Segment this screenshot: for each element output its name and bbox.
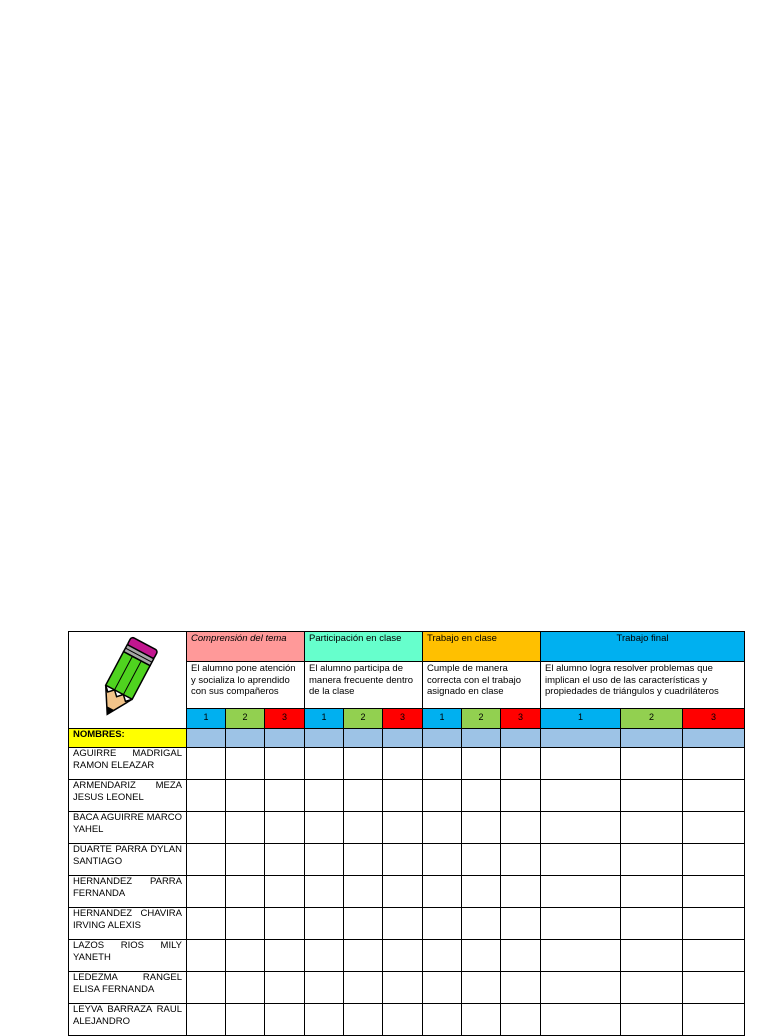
score-cell[interactable] [423,940,462,972]
student-name: HERNANDEZ CHAVIRA IRVING ALEXIS [69,908,187,940]
score-cell[interactable] [344,748,383,780]
student-name: DUARTE PARRA DYLAN SANTIAGO [69,844,187,876]
table-row [69,780,745,812]
score-cell[interactable] [305,748,344,780]
student-name: BACA AGUIRRE MARCO YAHEL [69,812,187,844]
score-cell[interactable] [621,780,683,812]
score-cell[interactable] [541,1004,621,1036]
score-cell[interactable] [344,844,383,876]
score-cell[interactable] [265,876,305,908]
score-cell[interactable] [187,844,226,876]
score-cell[interactable] [305,812,344,844]
score-cell[interactable] [383,1004,423,1036]
score-cell[interactable] [344,972,383,1004]
score-cell[interactable] [344,908,383,940]
score-cell[interactable] [383,812,423,844]
level-2-header: 2 [226,709,265,729]
score-cell[interactable] [501,844,541,876]
score-cell[interactable] [462,748,501,780]
score-cell[interactable] [462,876,501,908]
score-cell[interactable] [423,1004,462,1036]
header-blank-cell [621,729,683,748]
score-cell[interactable] [305,1004,344,1036]
score-cell[interactable] [501,812,541,844]
score-cell[interactable] [541,748,621,780]
score-cell[interactable] [187,1004,226,1036]
level-3-header: 3 [683,709,745,729]
score-cell[interactable] [541,812,621,844]
student-name: LEDEZMA RANGEL ELISA FERNANDA [69,972,187,1004]
score-cell[interactable] [501,876,541,908]
score-cell[interactable] [305,940,344,972]
score-cell[interactable] [501,940,541,972]
header-blank-cell [226,729,265,748]
score-cell[interactable] [683,780,745,812]
score-cell[interactable] [226,748,265,780]
criterion-2-description: El alumno participa de manera frecuente dentro de la clase [305,662,423,709]
table-row [69,844,745,876]
score-cell[interactable] [187,908,226,940]
score-cell[interactable] [383,876,423,908]
score-cell[interactable] [305,908,344,940]
score-cell[interactable] [226,1004,265,1036]
score-cell[interactable] [621,940,683,972]
header-blank-cell [305,729,344,748]
score-cell[interactable] [344,940,383,972]
score-cell[interactable] [462,844,501,876]
score-cell[interactable] [541,876,621,908]
score-cell[interactable] [501,972,541,1004]
score-cell[interactable] [187,972,226,1004]
score-cell[interactable] [621,908,683,940]
score-cell[interactable] [423,812,462,844]
score-cell[interactable] [265,812,305,844]
header-blank-cell [501,729,541,748]
criterion-3-description: Cumple de manera correcta con el trabajo asignado en clase [423,662,541,709]
score-cell[interactable] [305,780,344,812]
score-cell[interactable] [683,940,745,972]
level-1-header: 1 [187,709,226,729]
level-2-header: 2 [344,709,383,729]
level-1-header: 1 [423,709,462,729]
score-cell[interactable] [226,876,265,908]
score-cell[interactable] [265,972,305,1004]
criterion-4-title: Trabajo final [541,632,745,662]
score-cell[interactable] [383,940,423,972]
header-blank-cell [541,729,621,748]
score-cell[interactable] [344,876,383,908]
score-cell[interactable] [226,940,265,972]
score-cell[interactable] [187,748,226,780]
score-cell[interactable] [683,812,745,844]
score-cell[interactable] [683,972,745,1004]
score-cell[interactable] [501,748,541,780]
score-cell[interactable] [462,812,501,844]
score-cell[interactable] [423,972,462,1004]
table-row [69,1004,745,1036]
score-cell[interactable] [541,972,621,1004]
header-blank-cell [187,729,226,748]
score-cell[interactable] [462,1004,501,1036]
score-cell[interactable] [226,780,265,812]
score-cell[interactable] [344,1004,383,1036]
level-2-header: 2 [621,709,683,729]
level-2-header: 2 [462,709,501,729]
score-cell[interactable] [621,844,683,876]
score-cell[interactable] [383,972,423,1004]
score-cell[interactable] [265,844,305,876]
student-name: LEYVA BARRAZA RAUL ALEJANDRO [69,1004,187,1036]
score-cell[interactable] [462,908,501,940]
score-cell[interactable] [383,748,423,780]
student-name: AGUIRRE MADRIGAL RAMON ELEAZAR [69,748,187,780]
score-cell[interactable] [265,908,305,940]
score-cell[interactable] [423,844,462,876]
score-cell[interactable] [501,908,541,940]
score-cell[interactable] [344,812,383,844]
score-cell[interactable] [265,748,305,780]
score-cell[interactable] [423,780,462,812]
logo-cell [69,632,187,729]
rubric-table [68,631,745,1036]
pencil-icon [69,632,185,727]
score-cell[interactable] [683,908,745,940]
score-cell[interactable] [621,748,683,780]
rubric-sheet [68,631,745,1036]
score-cell[interactable] [621,812,683,844]
score-cell[interactable] [305,844,344,876]
score-cell[interactable] [383,844,423,876]
table-row [69,908,745,940]
score-cell[interactable] [383,908,423,940]
score-cell[interactable] [383,780,423,812]
level-3-header: 3 [265,709,305,729]
criterion-1-description: El alumno pone atención y socializa lo aprendido con sus compañeros [187,662,305,709]
score-cell[interactable] [541,908,621,940]
student-name: HERNANDEZ PARRA FERNANDA [69,876,187,908]
score-cell[interactable] [305,876,344,908]
score-cell[interactable] [423,748,462,780]
header-blank-cell [383,729,423,748]
criterion-2-title: Participación en clase [305,632,423,662]
header-blank-cell [423,729,462,748]
score-cell[interactable] [683,844,745,876]
score-cell[interactable] [226,972,265,1004]
score-cell[interactable] [226,844,265,876]
names-header: NOMBRES: [69,729,187,748]
score-cell[interactable] [621,876,683,908]
score-cell[interactable] [305,972,344,1004]
header-blank-cell [462,729,501,748]
score-cell[interactable] [501,780,541,812]
criterion-3-title: Trabajo en clase [423,632,541,662]
level-1-header: 1 [305,709,344,729]
level-3-header: 3 [501,709,541,729]
level-3-header: 3 [383,709,423,729]
table-row [69,812,745,844]
score-cell[interactable] [187,780,226,812]
score-cell[interactable] [187,876,226,908]
score-cell[interactable] [187,940,226,972]
score-cell[interactable] [541,940,621,972]
score-cell[interactable] [462,940,501,972]
header-blank-cell [683,729,745,748]
header-blank-cell [344,729,383,748]
score-cell[interactable] [621,972,683,1004]
score-cell[interactable] [423,876,462,908]
score-cell[interactable] [683,748,745,780]
score-cell[interactable] [541,844,621,876]
score-cell[interactable] [621,1004,683,1036]
score-cell[interactable] [226,812,265,844]
table-row [69,748,745,780]
score-cell[interactable] [683,1004,745,1036]
criterion-1-title: Comprensión del tema [187,632,305,662]
score-cell[interactable] [344,780,383,812]
score-cell[interactable] [683,876,745,908]
student-rows [69,748,745,1036]
table-row [69,940,745,972]
score-cell[interactable] [265,780,305,812]
names-header-row [69,729,745,748]
score-cell[interactable] [423,908,462,940]
level-1-header: 1 [541,709,621,729]
score-cell[interactable] [462,780,501,812]
score-cell[interactable] [541,780,621,812]
score-cell[interactable] [187,812,226,844]
header-blank-cell [265,729,305,748]
score-cell[interactable] [265,940,305,972]
table-row [69,876,745,908]
score-cell[interactable] [226,908,265,940]
score-cell[interactable] [501,1004,541,1036]
score-cell[interactable] [265,1004,305,1036]
student-name: ARMENDARIZ MEZA JESUS LEONEL [69,780,187,812]
score-cell[interactable] [462,972,501,1004]
student-name: LAZOS RIOS MILY YANETH [69,940,187,972]
criterion-4-description: El alumno logra resolver problemas que implican el uso de las características y propiedades de triángulos y cuadriláteros [541,662,745,709]
table-row [69,972,745,1004]
